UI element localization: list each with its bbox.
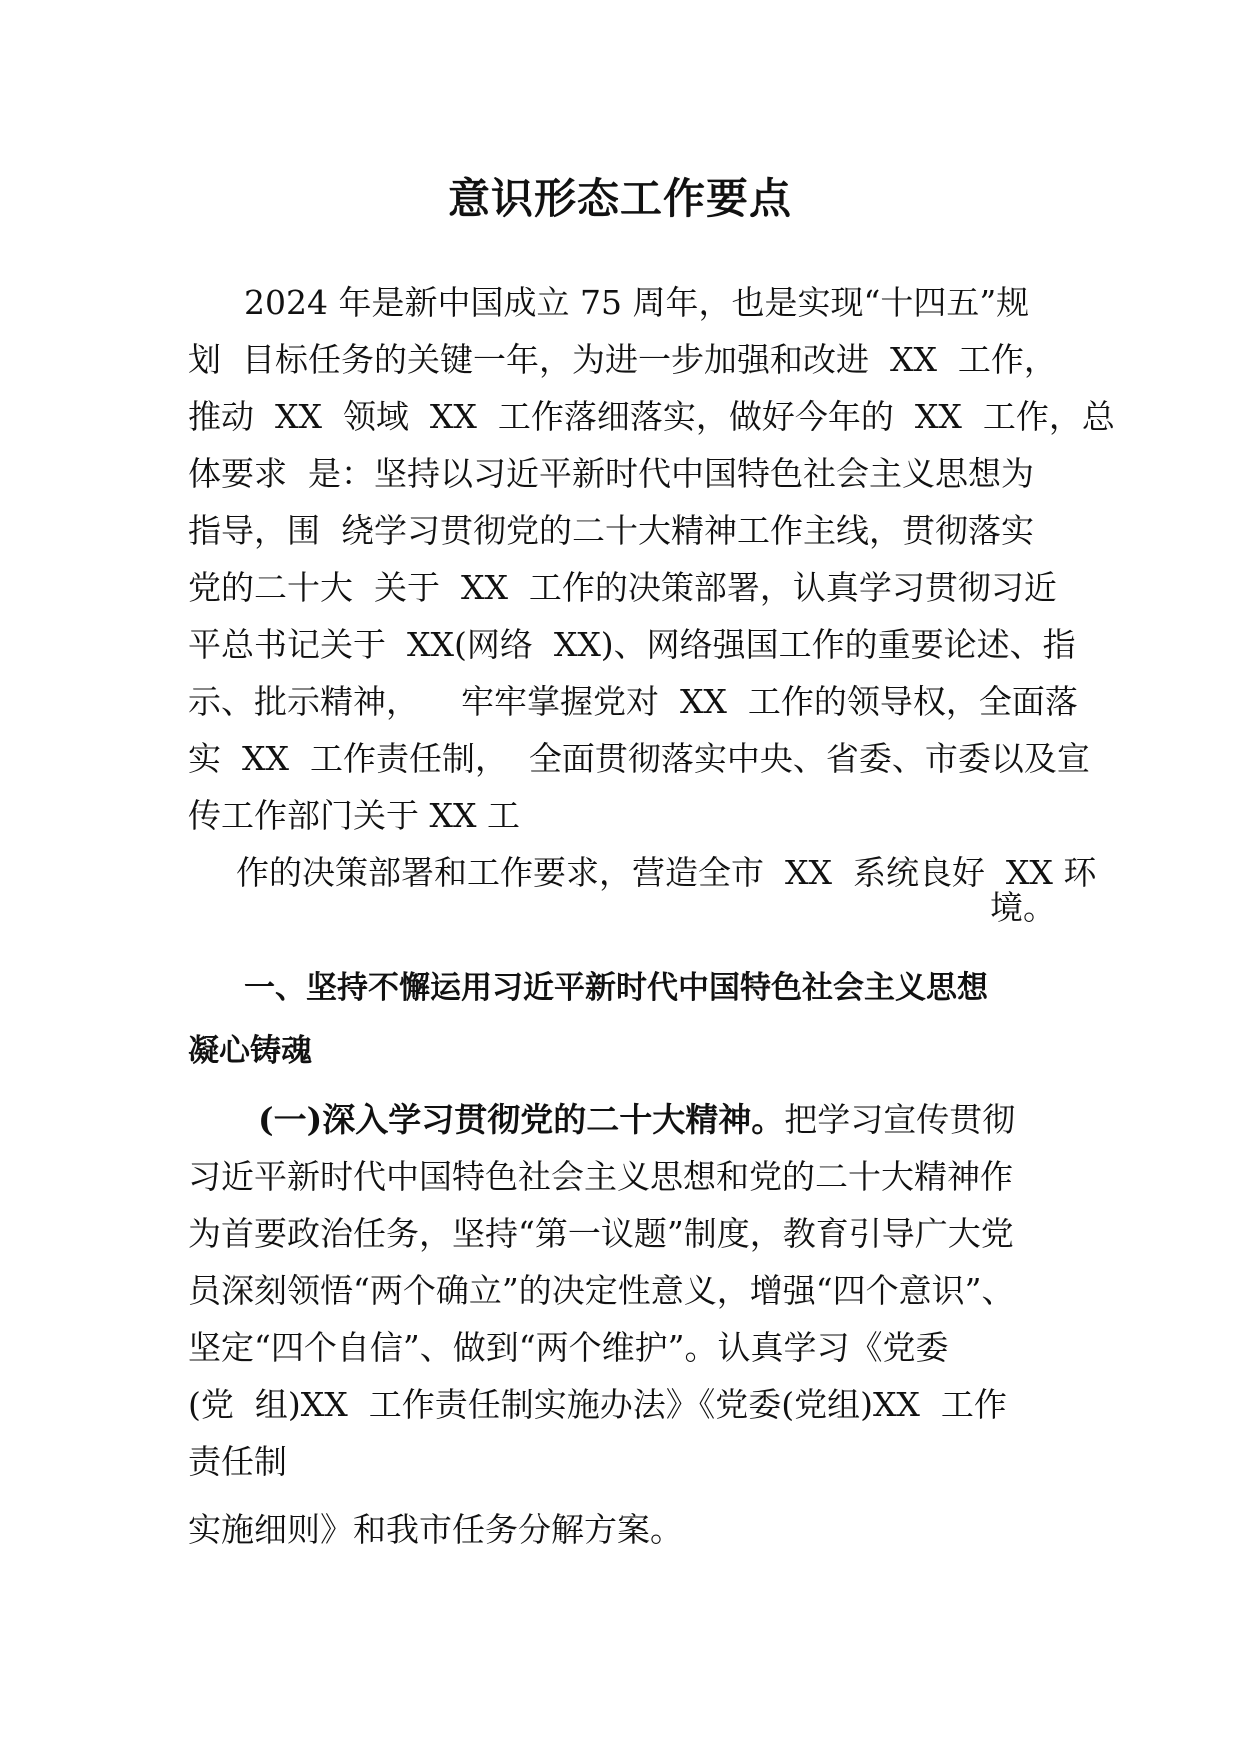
subsection-first-line xyxy=(258,1100,1015,1140)
intro-line: 体要求 是：坚持以习近平新时代中国特色社会主义思想为 xyxy=(188,454,1034,493)
intro-line: 作的决策部署和工作要求，营造全市 XX 系统良好 XX 环 xyxy=(236,853,1097,892)
subsection-line: 习近平新时代中国特色社会主义思想和党的二十大精神作 xyxy=(188,1157,1013,1196)
subsection-line: 责任制 xyxy=(188,1442,287,1481)
intro-line: 党的二十大 关于 XX 工作的决策部署，认真学习贯彻习近 xyxy=(188,568,1057,607)
subsection-line: (党 组)XX 工作责任制实施办法》《党委(党组)XX 工作 xyxy=(188,1385,1007,1424)
intro-line: 划 目标任务的关键一年，为进一步加强和改进 XX 工作， xyxy=(188,340,1057,379)
subsection-lead: (一)深入学习贯彻党的二十大精神。 xyxy=(258,1100,785,1139)
intro-line: 指导，围 绕学习贯彻党的二十大精神工作主线，贯彻落实 xyxy=(188,511,1034,550)
intro-line: 平总书记关于 XX(网络 XX)、网络强国工作的重要论述、指 xyxy=(188,625,1076,664)
intro-line: 示、批示精神， 牢牢掌握党对 XX 工作的领导权，全面落 xyxy=(188,682,1078,721)
subsection-line: 员深刻领悟“两个确立”的决定性意义，增强“四个意识”、 xyxy=(188,1271,1015,1310)
intro-line: 推动 XX 领域 XX 工作落细落实，做好今年的 XX 工作，总 xyxy=(188,397,1115,436)
subsection-first-rest: 把学习宣传贯彻 xyxy=(784,1100,1016,1139)
document-title: 意识形态工作要点 xyxy=(447,174,792,223)
subsection-line: 坚定“四个自信”、做到“两个维护”。认真学习《党委 xyxy=(188,1328,949,1367)
intro-line: 实 XX 工作责任制， 全面贯彻落实中央、省委、市委以及宣 xyxy=(188,739,1090,778)
section-heading-line: 一、坚持不懈运用习近平新时代中国特色社会主义思想 xyxy=(244,970,988,1006)
subsection-line: 为首要政治任务，坚持“第一议题”制度，教育引导广大党 xyxy=(188,1214,1014,1253)
section-heading-line: 凝心铸魂 xyxy=(188,1033,312,1069)
intro-tail: 境。 xyxy=(990,888,1056,927)
intro-line: 传工作部门关于 XX 工 xyxy=(188,796,520,835)
subsection-line: 实施细则》和我市任务分解方案。 xyxy=(188,1510,683,1549)
intro-line: 2024 年是新中国成立 75 周年，也是实现“十四五”规 xyxy=(244,283,1030,322)
